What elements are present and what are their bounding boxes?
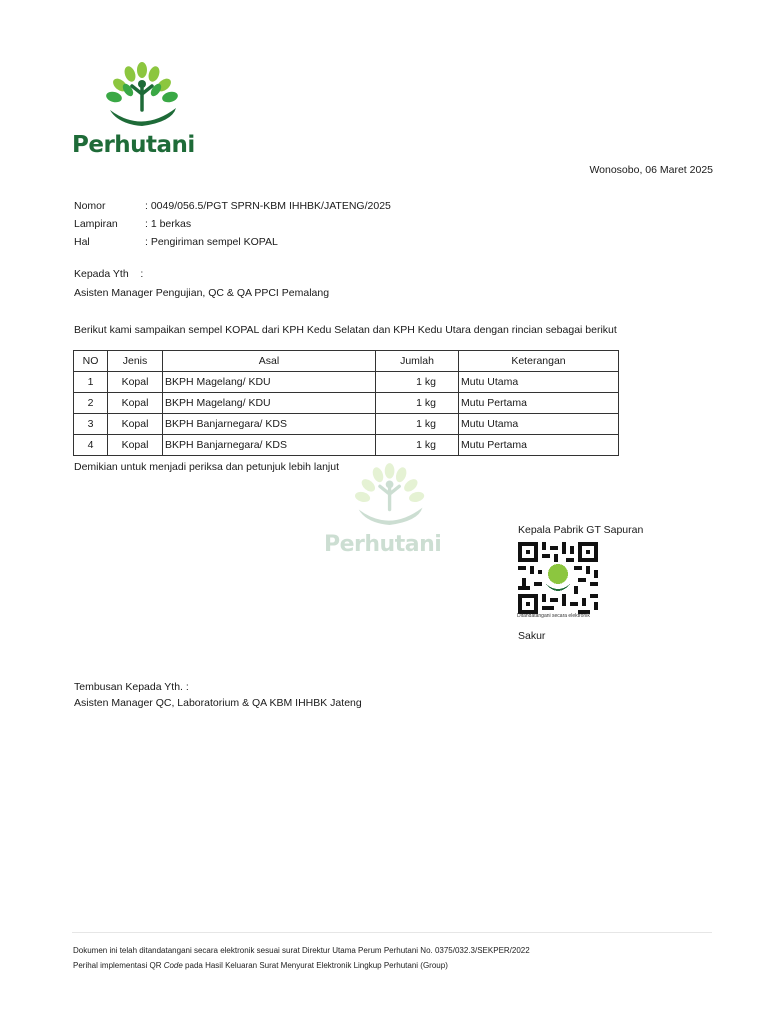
sample-table — [73, 350, 619, 456]
qr-code-icon — [518, 542, 598, 620]
cell-keterangan: Mutu Pertama — [459, 435, 619, 456]
table-row — [74, 372, 619, 393]
brand-wordmark: Perhutani — [72, 132, 195, 158]
table-row — [74, 435, 619, 456]
cell-jenis: Kopal — [108, 435, 163, 456]
footer-line-1: Dokumen ini telah ditandatangani secara elektronik sesuai surat Direktur Utama Perum Perhutani No. 0375/032.3/SEKPER/2022 — [73, 946, 530, 955]
cell-keterangan: Mutu Utama — [459, 414, 619, 435]
closing-text: Demikian untuk menjadi periksa dan petunjuk lebih lanjut — [74, 461, 339, 473]
col-header-keterangan: Keterangan — [459, 351, 619, 372]
footer-line-2-post: pada Hasil Keluaran Surat Menyurat Elektronik Lingkup Perhutani (Group) — [182, 961, 448, 970]
cell-jenis: Kopal — [108, 393, 163, 414]
table-row — [74, 414, 619, 435]
meta-value: : 1 berkas — [145, 218, 192, 230]
tree-hand-logo-icon — [72, 60, 217, 132]
footer-line-2 — [73, 961, 448, 970]
cell-keterangan: Mutu Utama — [459, 372, 619, 393]
meta-value: : 0049/056.5/PGT SPRN-KBM IHHBK/JATENG/2025 — [145, 200, 391, 212]
place-date: Wonosobo, 06 Maret 2025 — [589, 164, 713, 176]
cell-asal: BKPH Banjarnegara/ KDS — [163, 414, 376, 435]
meta-value: : Pengiriman sempel KOPAL — [145, 236, 278, 248]
table-header-row — [74, 351, 619, 372]
signer-name: Sakur — [518, 630, 546, 642]
cell-no: 1 — [74, 372, 108, 393]
qr-code-graphic — [518, 542, 598, 614]
col-header-jumlah: Jumlah — [376, 351, 459, 372]
cell-no: 3 — [74, 414, 108, 435]
cell-jumlah: 1 kg — [376, 435, 459, 456]
meta-nomor — [74, 200, 391, 212]
recipient-label: Kepada Yth : — [74, 268, 144, 280]
meta-label: Hal — [74, 236, 90, 248]
cell-jumlah: 1 kg — [376, 414, 459, 435]
col-header-asal: Asal — [163, 351, 376, 372]
footer-line-2-pre: Perihal implementasi QR — [73, 961, 164, 970]
intro-text: Berikut kami sampaikan sempel KOPAL dari KPH Kedu Selatan dan KPH Kedu Utara dengan rincian sebagai berikut — [74, 324, 617, 336]
cell-jenis: Kopal — [108, 414, 163, 435]
cell-jumlah: 1 kg — [376, 372, 459, 393]
cell-no: 4 — [74, 435, 108, 456]
meta-label: Nomor — [74, 200, 106, 212]
perhutani-logo — [72, 60, 217, 160]
cell-no: 2 — [74, 393, 108, 414]
watermark-wordmark: Perhutani — [324, 532, 442, 557]
table-row — [74, 393, 619, 414]
cell-jumlah: 1 kg — [376, 393, 459, 414]
tree-hand-watermark-icon — [322, 460, 462, 532]
cell-asal: BKPH Magelang/ KDU — [163, 393, 376, 414]
cell-keterangan: Mutu Pertama — [459, 393, 619, 414]
footer-line-2-em: Code — [163, 961, 183, 970]
recipient-name: Asisten Manager Pengujian, QC & QA PPCI Pemalang — [74, 287, 330, 299]
cell-jenis: Kopal — [108, 372, 163, 393]
cc-label: Tembusan Kepada Yth. : — [74, 681, 189, 693]
meta-label: Lampiran — [74, 218, 118, 230]
col-header-jenis: Jenis — [108, 351, 163, 372]
cell-asal: BKPH Banjarnegara/ KDS — [163, 435, 376, 456]
col-header-no: NO — [74, 351, 108, 372]
cc-name: Asisten Manager QC, Laboratorium & QA KBM IHHBK Jateng — [74, 697, 362, 709]
meta-lampiran — [74, 218, 191, 230]
perhutani-watermark — [322, 460, 462, 560]
cell-asal: BKPH Magelang/ KDU — [163, 372, 376, 393]
qr-caption: Ditandatangani secara elektronik — [517, 613, 590, 619]
meta-hal — [74, 236, 278, 248]
signature-title: Kepala Pabrik GT Sapuran — [518, 524, 644, 536]
footer-divider — [72, 932, 712, 933]
